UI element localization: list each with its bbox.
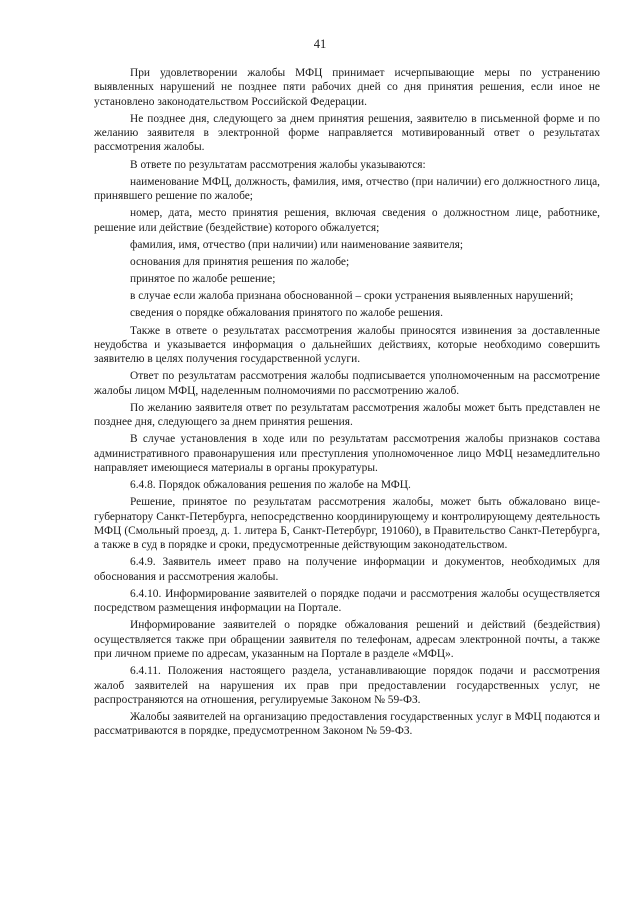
list-item: фамилия, имя, отчество (при наличии) или наименование заявителя; bbox=[130, 238, 464, 251]
list-item: сведения о порядке обжалования принятого по жалобе решения. bbox=[130, 307, 443, 320]
list-item: номер, дата, место принятия решения, включая сведения о должностном лице, работнике, решение или действие (бездействие) которого обжалуется; bbox=[94, 207, 600, 234]
page-number: 41 bbox=[313, 37, 327, 51]
paragraph: Также в ответе о результатах рассмотрения жалобы приносятся извинения за доставленные неудобства и указывается информация о дальнейших действиях, которые необходимо совершить заявителю в целях получения государственной услуги. bbox=[94, 324, 600, 366]
paragraph: Не позднее дня, следующего за днем принятия решения, заявителю в письменной форме и по желанию заявителя в электронной форме направляется мотивированный ответ о результатах рассмотрения жалобы. bbox=[94, 112, 600, 154]
paragraph: В случае установления в ходе или по результатам рассмотрения жалобы признаков состава административного правонарушения или преступления уполномоченное лицо МФЦ незамедлительно направляет имеющиеся материалы в органы прокуратуры. bbox=[94, 433, 600, 474]
paragraph: Ответ по результатам рассмотрения жалобы подписывается уполномоченным на рассмотрение жалобы лицом МФЦ, наделенным полномочиями по рассмотрению жалоб. bbox=[94, 370, 600, 397]
list-item: наименование МФЦ, должность, фамилия, имя, отчество (при наличии) его должностного лица, принявшего решение по жалобе; bbox=[94, 175, 600, 203]
paragraph: 6.4.11. Положения настоящего раздела, устанавливающие порядок подачи и рассмотрения жалоб заявителей на нарушения их прав при предоставлении государственных услуг, не распространяются на отношения, регулируемые Законом № 59-ФЗ. bbox=[94, 665, 600, 706]
list-item: основания для принятия решения по жалобе; bbox=[130, 255, 350, 268]
section-heading: 6.4.8. Порядок обжалования решения по жалобе на МФЦ. bbox=[130, 479, 411, 492]
paragraph: По желанию заявителя ответ по результатам рассмотрения жалобы может быть представлен не позднее дня, следующего за днем принятия решения. bbox=[94, 401, 600, 429]
paragraph: В ответе по результатам рассмотрения жалобы указываются: bbox=[130, 158, 426, 171]
paragraph: 6.4.9. Заявитель имеет право на получение информации и документов, необходимых для обоснования и рассмотрения жалобы. bbox=[94, 556, 600, 583]
paragraph: При удовлетворении жалобы МФЦ принимает исчерпывающие меры по устранению выявленных нарушений не позднее пяти рабочих дней со дня принятия решения, если иное не установлено законодательством Российской Федерации. bbox=[94, 67, 600, 108]
list-item: принятое по жалобе решение; bbox=[130, 273, 276, 286]
document-body bbox=[94, 66, 600, 741]
paragraph: 6.4.10. Информирование заявителей о порядке подачи и рассмотрения жалобы осуществляется посредством размещения информации на Портале. bbox=[94, 587, 600, 615]
paragraph: Решение, принятое по результатам рассмотрения жалобы, может быть обжаловано вице-губернатору Санкт-Петербурга, непосредственно координирующему и контролирующему деятельность МФЦ (Смольный проезд, д. 1. литера Б, Санкт-Петербург, 191060), в Правительство Санкт-Петербурга, а также в суд в порядке и сроки, предусмотренные действующим законодательством. bbox=[94, 496, 600, 552]
paragraph: Информирование заявителей о порядке обжалования решений и действий (бездействия) осуществляется также при обращении заявителя по телефонам, адресам электронной почты, а также при личном приеме по адресам, указанным на Портале в разделе «МФЦ». bbox=[94, 619, 600, 661]
paragraph: Жалобы заявителей на организацию предоставления государственных услуг в МФЦ подаются и рассматриваются в порядке, предусмотренном Законом № 59-ФЗ. bbox=[94, 710, 600, 738]
list-item: в случае если жалоба признана обоснованной – сроки устранения выявленных нарушений; bbox=[130, 290, 574, 303]
